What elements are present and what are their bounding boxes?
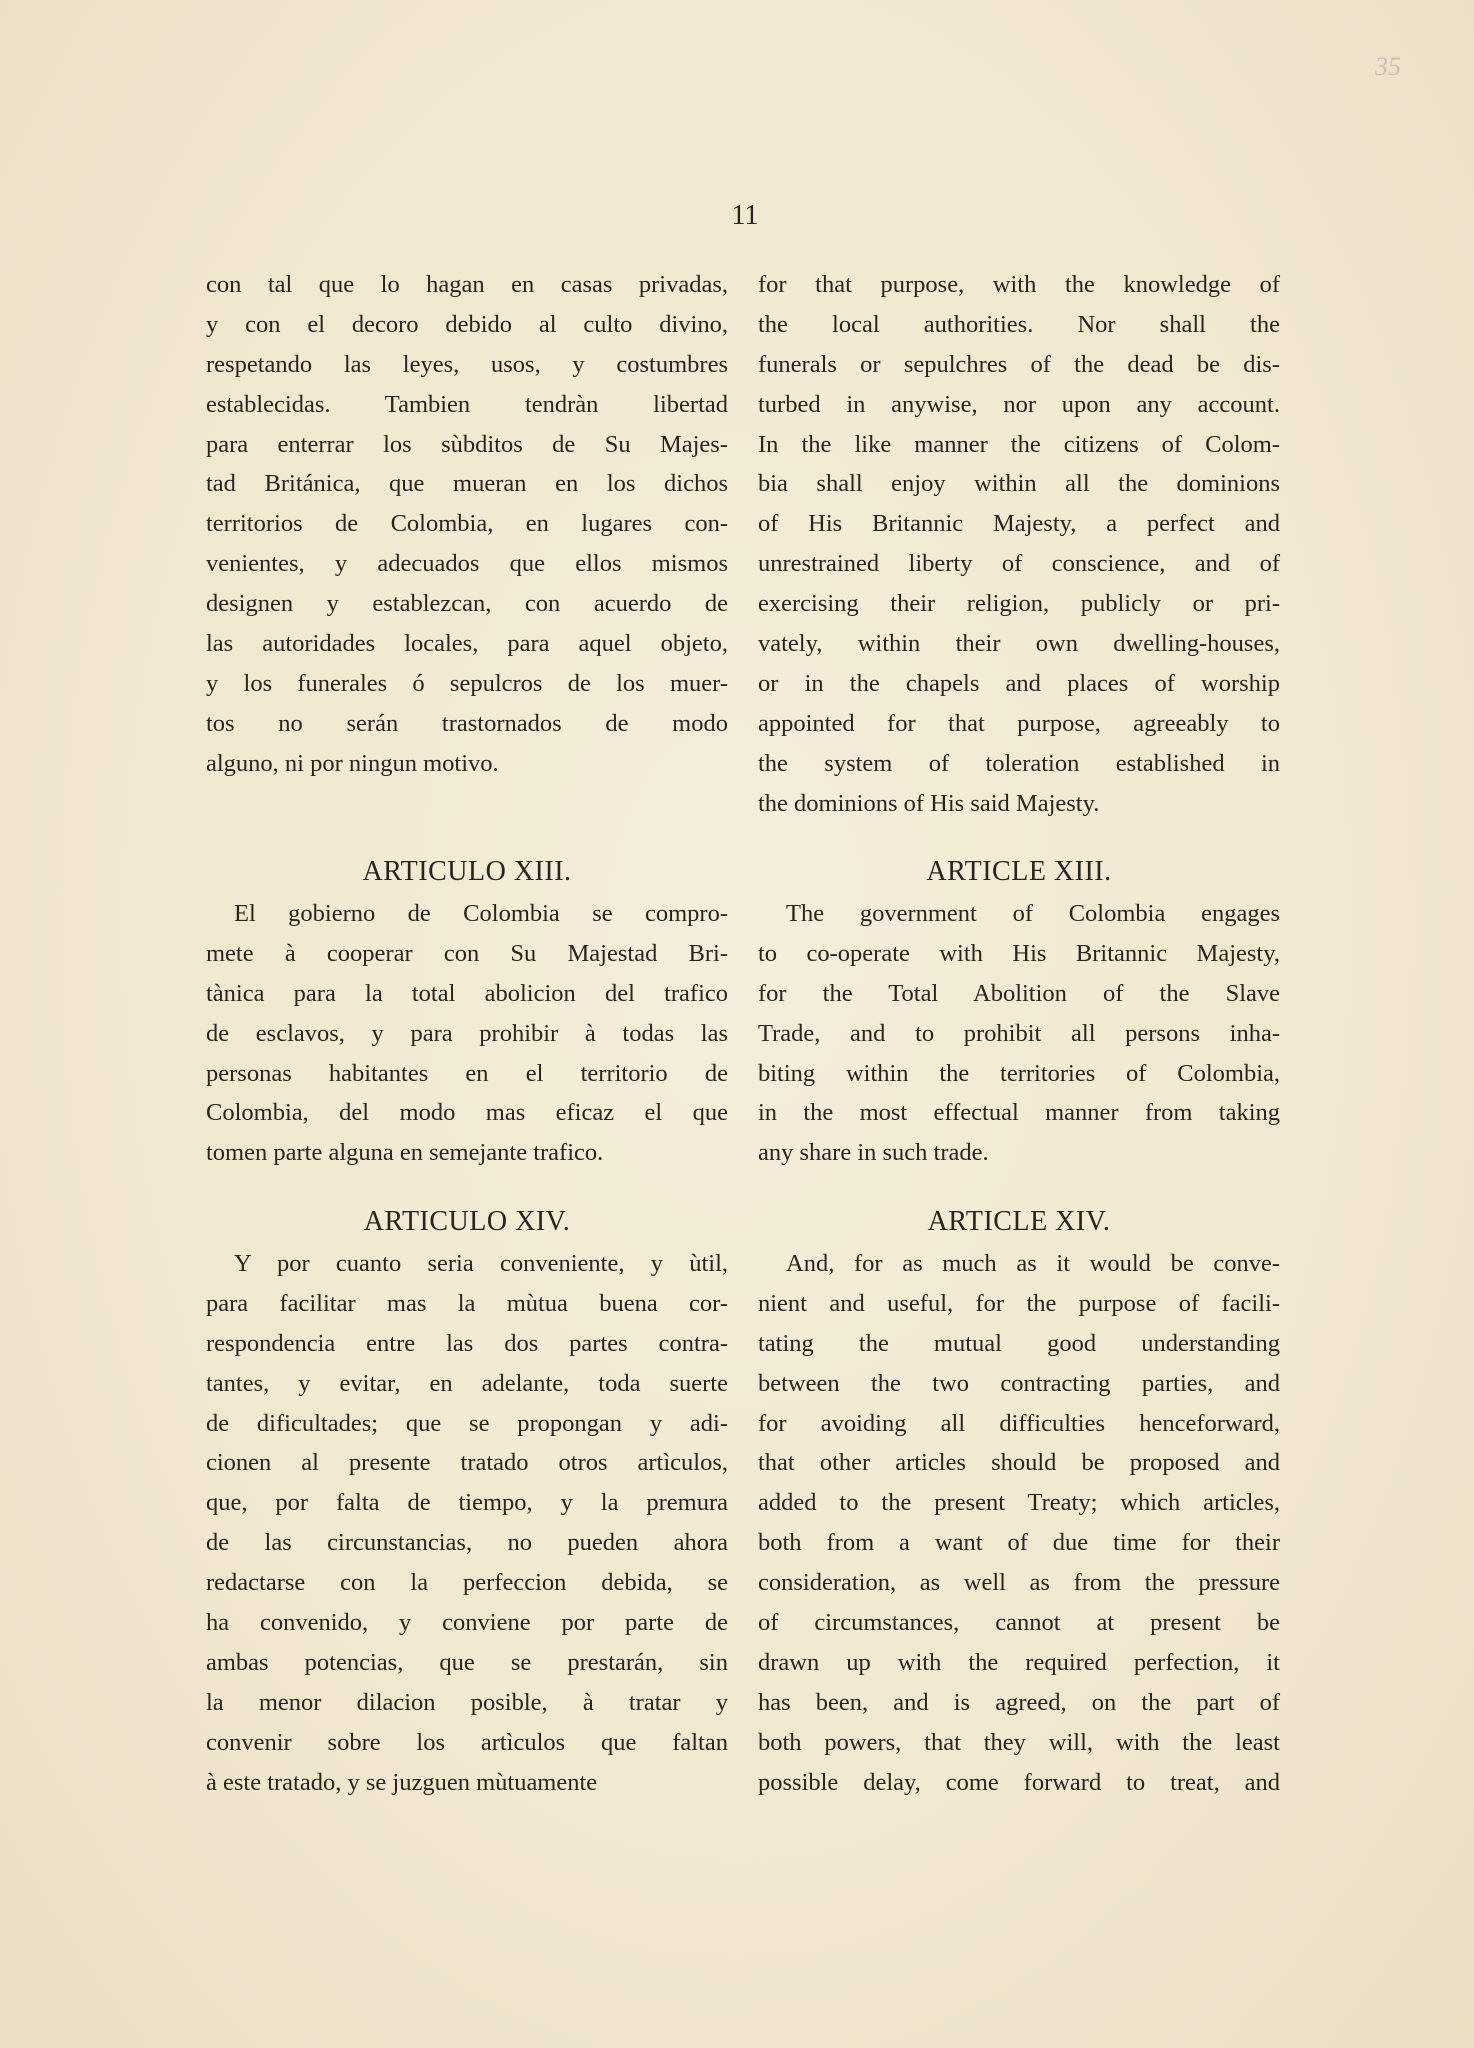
text-line: venientes, y adecuados que ellos mismos xyxy=(206,550,728,578)
text-line: las autoridades locales, para aquel objeto, xyxy=(206,630,728,658)
text-line: appointed for that purpose, agreeably to xyxy=(758,709,1280,737)
text-line: Colombia, del modo mas eficaz el que xyxy=(206,1099,728,1127)
text-line: has been, and is agreed, on the part of xyxy=(758,1688,1280,1716)
text-line: establecidas. Tambien tendràn libertad xyxy=(206,390,728,418)
text-line: for that purpose, with the knowledge of xyxy=(758,271,1280,298)
text-line: de las circunstancias, no pueden ahora xyxy=(206,1529,728,1557)
text-line: designen y establezcan, con acuerdo de xyxy=(206,590,728,618)
page-number: 11 xyxy=(731,200,759,231)
text-line: territorios de Colombia, en lugares con- xyxy=(206,510,728,538)
text-line: the local authorities. Nor shall the xyxy=(758,310,1280,338)
text-line: tos no serán trastornados de modo xyxy=(206,709,728,737)
text-line: both powers, that they will, with the least xyxy=(758,1728,1280,1756)
text-line: convenir sobre los artìculos que faltan xyxy=(206,1728,728,1756)
text-line: Y por cuanto seria conveniente, y ùtil, xyxy=(234,1250,728,1277)
text-line: for avoiding all difficulties henceforward, xyxy=(758,1409,1280,1437)
text-line: para enterrar los sùbditos de Su Majes- xyxy=(206,430,728,458)
text-line: or in the chapels and places of worship xyxy=(758,669,1280,697)
text-line: ha convenido, y conviene por parte de xyxy=(206,1609,728,1637)
text-line: la menor dilacion posible, à tratar y xyxy=(206,1688,728,1716)
continued-text-es xyxy=(206,265,728,784)
text-line: the system of toleration established in xyxy=(758,749,1280,777)
text-line: possible delay, come forward to treat, and xyxy=(758,1768,1280,1796)
text-line: redactarse con la perfeccion debida, se xyxy=(206,1569,728,1597)
text-line: any share in such trade. xyxy=(758,1139,989,1167)
text-line: The government of Colombia engages xyxy=(786,900,1280,927)
text-line: mete à cooperar con Su Majestad Bri- xyxy=(206,939,728,967)
article-heading: ARTICULO XIII. xyxy=(362,856,572,887)
text-line: à este tratado, y se juzguen mùtuamente xyxy=(206,1768,598,1796)
corner-pencil-mark: 35 xyxy=(1375,52,1401,81)
text-line: the dominions of His said Majesty. xyxy=(758,789,1100,817)
text-line: alguno, ni por ningun motivo. xyxy=(206,749,499,777)
text-line: biting within the territories of Colombia, xyxy=(758,1059,1280,1087)
continued-text-en xyxy=(758,265,1280,823)
article-heading: ARTICULO XIV. xyxy=(363,1206,571,1237)
text-line: for the Total Abolition of the Slave xyxy=(758,979,1280,1007)
article-xiv-en xyxy=(758,1200,1280,1802)
text-line: of His Britannic Majesty, a perfect and xyxy=(758,510,1280,538)
article-heading: ARTICLE XIII. xyxy=(926,856,1112,887)
article-xiv-es xyxy=(206,1200,728,1802)
text-line: drawn up with the required perfection, it xyxy=(758,1648,1280,1676)
text-line: In the like manner the citizens of Colom- xyxy=(758,430,1280,458)
text-line: tating the mutual good understanding xyxy=(758,1329,1280,1357)
text-line: between the two contracting parties, and xyxy=(758,1369,1280,1397)
text-line: unrestrained liberty of conscience, and of xyxy=(758,550,1280,578)
text-line: to co-operate with His Britannic Majesty, xyxy=(758,939,1280,967)
text-line: y los funerales ó sepulcros de los muer- xyxy=(206,669,728,697)
text-line: tad Británica, que mueran en los dichos xyxy=(206,470,728,498)
text-line: both from a want of due time for their xyxy=(758,1529,1280,1557)
text-line: tomen parte alguna en semejante trafico. xyxy=(206,1139,604,1167)
text-line: bia shall enjoy within all the dominions xyxy=(758,470,1280,498)
text-line: funerals or sepulchres of the dead be dis- xyxy=(758,350,1280,378)
text-line: que, por falta de tiempo, y la premura xyxy=(206,1489,728,1517)
text-line: respondencia entre las dos partes contra- xyxy=(206,1329,728,1357)
text-line: El gobierno de Colombia se compro- xyxy=(234,900,728,927)
article-heading: ARTICLE XIV. xyxy=(927,1206,1111,1237)
text-line: added to the present Treaty; which articles, xyxy=(758,1489,1280,1517)
text-line: And, for as much as it would be conve- xyxy=(786,1250,1280,1277)
text-line: Trade, and to prohibit all persons inha- xyxy=(758,1019,1280,1047)
text-line: ambas potencias, que se prestarán, sin xyxy=(206,1648,728,1676)
text-line: cionen al presente tratado otros artìculos, xyxy=(206,1449,728,1477)
article-xiii-es xyxy=(206,850,728,1173)
text-line: in the most effectual manner from taking xyxy=(758,1099,1280,1127)
text-line: consideration, as well as from the pressure xyxy=(758,1569,1280,1597)
text-line: de esclavos, y para prohibir à todas las xyxy=(206,1019,728,1047)
text-line: of circumstances, cannot at present be xyxy=(758,1609,1280,1637)
text-line: nient and useful, for the purpose of facili- xyxy=(758,1289,1280,1317)
text-line: tànica para la total abolicion del trafico xyxy=(206,979,728,1007)
text-line: respetando las leyes, usos, y costumbres xyxy=(206,350,728,378)
article-xiii-en xyxy=(758,850,1280,1173)
text-line: vately, within their own dwelling-houses, xyxy=(758,630,1280,658)
text-line: exercising their religion, publicly or pri- xyxy=(758,590,1280,618)
text-line: y con el decoro debido al culto divino, xyxy=(206,310,728,338)
text-line: de dificultades; que se propongan y adi- xyxy=(206,1409,728,1437)
text-line: tantes, y evitar, en adelante, toda suerte xyxy=(206,1369,728,1397)
text-line: con tal que lo hagan en casas privadas, xyxy=(206,271,728,298)
text-line: personas habitantes en el territorio de xyxy=(206,1059,728,1087)
text-line: that other articles should be proposed and xyxy=(758,1449,1280,1477)
text-line: turbed in anywise, nor upon any account. xyxy=(758,390,1280,418)
text-line: para facilitar mas la mùtua buena cor- xyxy=(206,1289,728,1317)
